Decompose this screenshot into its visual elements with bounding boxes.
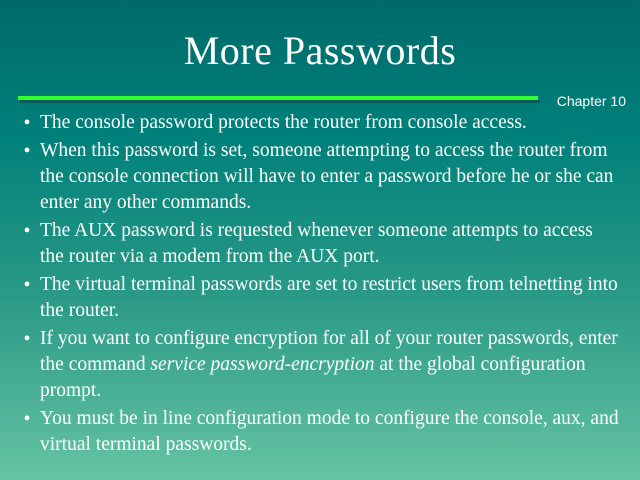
bullet-list (14, 110, 628, 460)
list-item (14, 218, 628, 270)
page-title: More Passwords (183, 28, 457, 73)
title-divider-shadow (20, 100, 540, 103)
list-item-text (40, 326, 628, 404)
list-item-text: You must be in line configuration mode to configure the console, aux, and virtual terminal passwords. (40, 408, 619, 455)
list-item-text: The virtual terminal passwords are set to restrict users from telnetting into the router. (40, 274, 618, 321)
list-item-text: When this password is set, someone attempting to access the router from the console connection will have to enter a password before he or she can enter any other commands. (40, 140, 614, 213)
list-item (14, 406, 628, 458)
bullet-marker-icon: • (23, 220, 31, 242)
list-item-text: The console password protects the router from console access. (40, 112, 527, 133)
list-item (14, 272, 628, 324)
list-item-text-emphasis: service password-encryption (150, 354, 375, 375)
list-item-text-before: If you want to configure encryption for all of your router passwords, enter the command (40, 328, 618, 375)
list-item-text-after: at the global configuration prompt. (40, 354, 586, 401)
bullet-marker-icon: • (23, 140, 31, 162)
list-item-text: The AUX password is requested whenever someone attempts to access the router via a modem from the AUX port. (40, 220, 593, 267)
bullet-marker-icon: • (23, 328, 31, 350)
bullet-marker-icon: • (23, 408, 31, 430)
list-item (14, 110, 628, 136)
bullet-marker-icon: • (23, 274, 31, 296)
title-divider (18, 96, 622, 103)
chapter-label: Chapter 10 (556, 93, 626, 109)
list-item (14, 138, 628, 216)
list-item (14, 326, 628, 404)
bullet-marker-icon: • (23, 112, 31, 134)
